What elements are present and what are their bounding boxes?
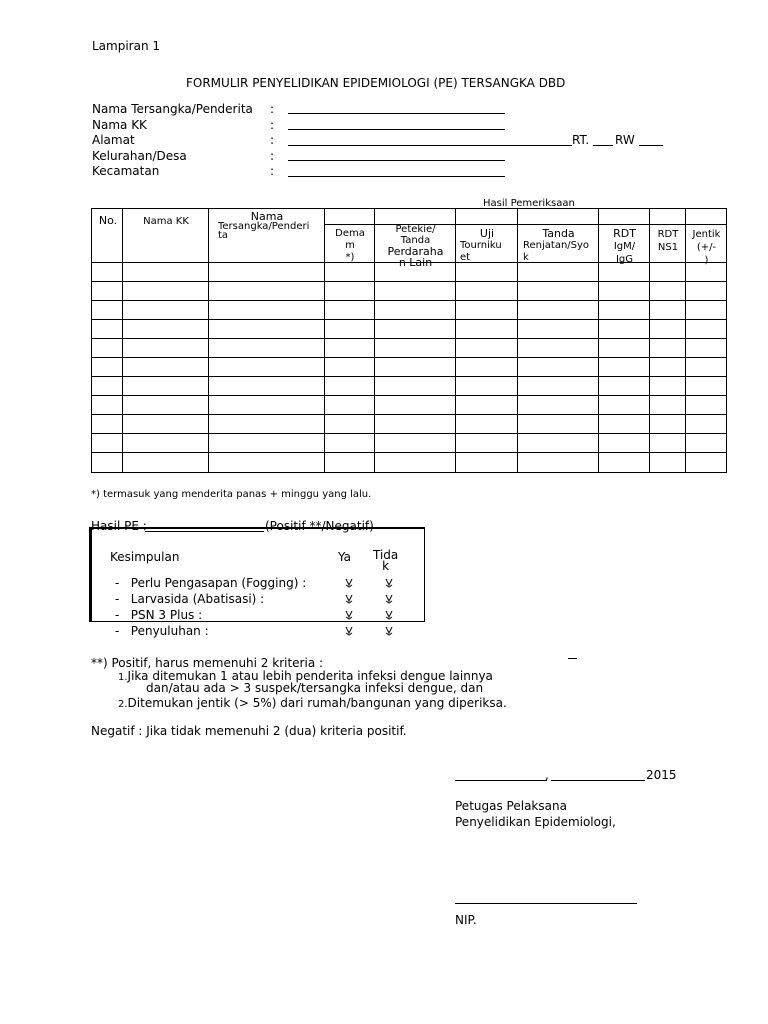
place-input-line[interactable] <box>455 780 547 781</box>
pe-label: Penyelidikan Epidemiologi, <box>455 815 616 829</box>
col-rdt-ns1: RDT NS1 <box>657 229 679 253</box>
criteria-item-2: 2.Ditemukan jentik (> 5%) dari rumah/bangunan yang diperiksa. <box>118 696 507 710</box>
col-no: No. <box>98 215 118 227</box>
hasil-pemeriksaan-header: Hasil Pemeriksaan <box>483 198 575 209</box>
lampiran-label: Lampiran 1 <box>92 39 161 53</box>
criteria-item-1: 1.Jika ditemukan 1 atau lebih penderita infeksi dengue lainnya <box>118 669 493 683</box>
col-rdt-igm: RDT IgM/ IgG <box>613 227 636 265</box>
year-label: 2015 <box>646 768 677 782</box>
rw-input-line[interactable] <box>639 145 663 146</box>
hasil-pe-options: (Positif **/Negatif) <box>265 519 374 533</box>
field-colon: : <box>270 133 275 147</box>
list-item-larvasida: - Larvasida (Abatisasi) : <box>115 592 265 606</box>
nama-tersangka-input-line[interactable] <box>288 113 505 114</box>
rt-input-line[interactable] <box>593 145 613 146</box>
examination-table <box>91 208 727 473</box>
field-alamat-label: Alamat <box>92 133 135 147</box>
col-demam: Dema m *) <box>335 228 365 263</box>
nama-kk-input-line[interactable] <box>288 129 505 130</box>
alamat-input-line[interactable] <box>288 145 572 146</box>
date-comma: , <box>545 768 549 782</box>
stray-line <box>568 658 577 659</box>
ya-checkbox-icons[interactable] <box>343 577 355 637</box>
footnote: *) termasuk yang menderita panas + minggu yang lalu. <box>91 489 372 500</box>
tidak-checkbox-icons[interactable] <box>383 577 395 637</box>
petugas-label: Petugas Pelaksana <box>455 799 567 813</box>
kecamatan-input-line[interactable] <box>288 176 505 177</box>
col-petekie: Petekie/ Tanda Perdaraha n Lain <box>387 224 444 268</box>
list-item-penyuluhan: - Penyuluhan : <box>115 624 209 638</box>
field-colon: : <box>270 164 275 178</box>
col-tanda-renjatan: Tanda <box>542 227 575 240</box>
signature-line[interactable] <box>455 903 637 904</box>
field-kecamatan-label: Kecamatan <box>92 164 160 178</box>
negatif-text: Negatif : Jika tidak memenuhi 2 (dua) kriteria positif. <box>91 724 407 738</box>
field-nama-kk-label: Nama KK <box>92 118 147 132</box>
col-jentik: Jentik (+/- ) <box>692 229 721 266</box>
field-kelurahan-label: Kelurahan/Desa <box>92 149 187 163</box>
list-item-psn: - PSN 3 Plus : <box>115 608 203 622</box>
field-nama-tersangka-label: Nama Tersangka/Penderita <box>92 102 253 116</box>
nip-label: NIP. <box>455 913 477 927</box>
list-item-fogging: - Perlu Pengasapan (Fogging) : <box>115 576 307 590</box>
rt-label: RT. <box>572 133 590 147</box>
col-uji-tourniket-sub: Tourniku et <box>460 240 502 263</box>
col-tanda-renjatan-sub: Renjatan/Syo k <box>523 240 590 263</box>
ya-header: Ya <box>338 550 352 564</box>
col-uji-tourniket: Uji <box>479 227 495 240</box>
kesimpulan-title: Kesimpulan <box>110 550 180 564</box>
field-colon: : <box>270 149 275 163</box>
col-nama-tersangka: Nama <box>250 211 284 223</box>
criteria-item-1b: dan/atau ada > 3 suspek/tersangka infeksi dengue, dan <box>146 681 484 695</box>
kelurahan-input-line[interactable] <box>288 160 505 161</box>
date-input-line[interactable] <box>551 780 645 781</box>
col-nama-tersangka-sub: Tersangka/Penderi ta <box>218 221 310 241</box>
tidak-header: Tida k <box>373 548 399 573</box>
field-colon: : <box>270 118 275 132</box>
col-nama-kk: Nama KK <box>143 216 189 227</box>
form-title: FORMULIR PENYELIDIKAN EPIDEMIOLOGI (PE) TERSANGKA DBD <box>186 76 566 90</box>
field-colon: : <box>270 102 275 116</box>
hasil-pe-label: Hasil PE : <box>91 519 147 533</box>
rw-label: RW <box>615 133 635 147</box>
positif-header: **) Positif, harus memenuhi 2 kriteria : <box>91 656 324 670</box>
